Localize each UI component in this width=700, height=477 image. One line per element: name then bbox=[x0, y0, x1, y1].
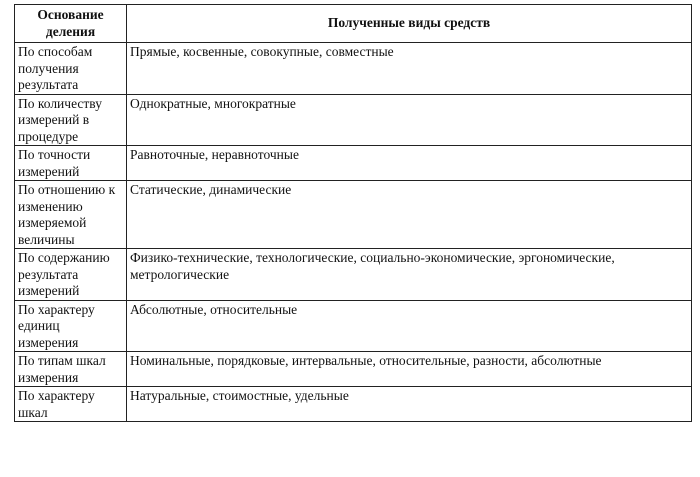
row-basis: По характеру единиц измерения bbox=[15, 300, 127, 352]
table-row bbox=[15, 352, 692, 387]
row-basis: По точности измерений bbox=[15, 146, 127, 181]
row-types: Физико-технические, технологические, социально-экономические, эргономические, метрологические bbox=[127, 249, 692, 301]
row-types: Равноточные, неравноточные bbox=[127, 146, 692, 181]
table-row bbox=[15, 387, 692, 422]
table-row bbox=[15, 300, 692, 352]
header-types: Полученные виды средств bbox=[127, 5, 692, 43]
row-types: Прямые, косвенные, совокупные, совместные bbox=[127, 43, 692, 95]
row-types: Натуральные, стоимостные, удельные bbox=[127, 387, 692, 422]
row-basis: По количеству измерений в процедуре bbox=[15, 94, 127, 146]
table-row bbox=[15, 146, 692, 181]
table-header-row bbox=[15, 5, 692, 43]
row-basis: По характеру шкал bbox=[15, 387, 127, 422]
table-row bbox=[15, 249, 692, 301]
row-basis: По способам получения результата bbox=[15, 43, 127, 95]
row-types: Однократные, многократные bbox=[127, 94, 692, 146]
classification-table bbox=[14, 4, 692, 422]
row-types: Номинальные, порядковые, интервальные, относительные, разности, абсолютные bbox=[127, 352, 692, 387]
row-basis: По содержанию результата измерений bbox=[15, 249, 127, 301]
row-types: Абсолютные, относительные bbox=[127, 300, 692, 352]
row-types: Статические, динамические bbox=[127, 181, 692, 249]
row-basis: По отношению к изменению измеряемой величины bbox=[15, 181, 127, 249]
table-row bbox=[15, 43, 692, 95]
header-basis: Основание деления bbox=[15, 5, 127, 43]
table-row bbox=[15, 94, 692, 146]
table-row bbox=[15, 181, 692, 249]
row-basis: По типам шкал измерения bbox=[15, 352, 127, 387]
